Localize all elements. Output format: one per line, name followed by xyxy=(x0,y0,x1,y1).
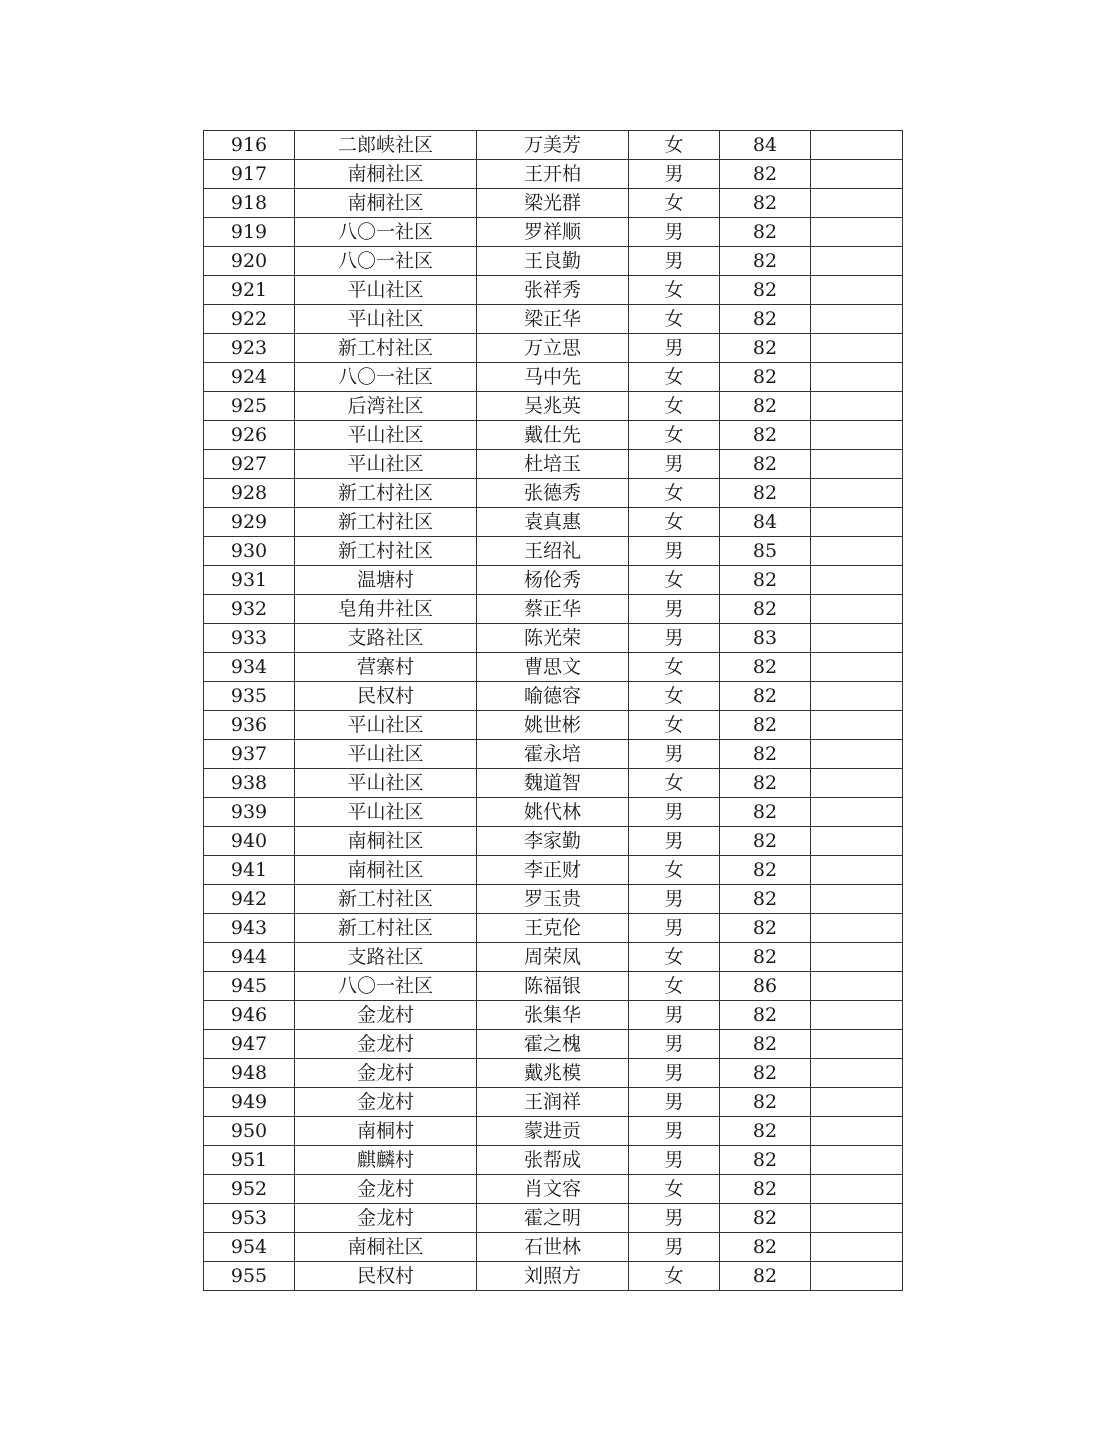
table-row xyxy=(204,305,903,334)
gender-cell: 男 xyxy=(629,1233,720,1262)
serial-number-cell: 947 xyxy=(204,1030,295,1059)
community-cell: 金龙村 xyxy=(295,1204,477,1233)
age-cell: 82 xyxy=(720,450,811,479)
community-cell: 平山社区 xyxy=(295,740,477,769)
age-cell: 82 xyxy=(720,914,811,943)
person-name-cell: 周荣凤 xyxy=(477,943,629,972)
age-cell: 82 xyxy=(720,189,811,218)
table-row xyxy=(204,1262,903,1291)
serial-number-cell: 922 xyxy=(204,305,295,334)
age-cell: 82 xyxy=(720,827,811,856)
table-row xyxy=(204,885,903,914)
remarks-cell xyxy=(811,972,903,1001)
gender-cell: 女 xyxy=(629,363,720,392)
person-name-cell: 曹思文 xyxy=(477,653,629,682)
community-cell: 支路社区 xyxy=(295,943,477,972)
community-cell: 八〇一社区 xyxy=(295,247,477,276)
age-cell: 82 xyxy=(720,334,811,363)
remarks-cell xyxy=(811,247,903,276)
remarks-cell xyxy=(811,1233,903,1262)
remarks-cell xyxy=(811,1059,903,1088)
gender-cell: 男 xyxy=(629,1088,720,1117)
community-cell: 新工村社区 xyxy=(295,885,477,914)
person-name-cell: 李家勤 xyxy=(477,827,629,856)
gender-cell: 男 xyxy=(629,160,720,189)
remarks-cell xyxy=(811,508,903,537)
gender-cell: 女 xyxy=(629,276,720,305)
person-name-cell: 罗祥顺 xyxy=(477,218,629,247)
age-cell: 84 xyxy=(720,508,811,537)
remarks-cell xyxy=(811,363,903,392)
serial-number-cell: 920 xyxy=(204,247,295,276)
table-row xyxy=(204,160,903,189)
community-cell: 新工村社区 xyxy=(295,537,477,566)
person-name-cell: 蔡正华 xyxy=(477,595,629,624)
age-cell: 82 xyxy=(720,247,811,276)
age-cell: 82 xyxy=(720,1204,811,1233)
serial-number-cell: 948 xyxy=(204,1059,295,1088)
serial-number-cell: 946 xyxy=(204,1001,295,1030)
person-name-cell: 梁光群 xyxy=(477,189,629,218)
community-cell: 八〇一社区 xyxy=(295,218,477,247)
person-name-cell: 万美芳 xyxy=(477,131,629,160)
age-cell: 82 xyxy=(720,653,811,682)
serial-number-cell: 936 xyxy=(204,711,295,740)
serial-number-cell: 921 xyxy=(204,276,295,305)
community-cell: 金龙村 xyxy=(295,1175,477,1204)
table-row xyxy=(204,1204,903,1233)
person-name-cell: 肖文容 xyxy=(477,1175,629,1204)
age-cell: 82 xyxy=(720,160,811,189)
table-row xyxy=(204,740,903,769)
community-cell: 八〇一社区 xyxy=(295,363,477,392)
table-row xyxy=(204,189,903,218)
gender-cell: 男 xyxy=(629,537,720,566)
roster-table xyxy=(203,130,903,1291)
community-cell: 平山社区 xyxy=(295,276,477,305)
person-name-cell: 王克伦 xyxy=(477,914,629,943)
person-name-cell: 马中先 xyxy=(477,363,629,392)
table-row xyxy=(204,914,903,943)
person-name-cell: 张德秀 xyxy=(477,479,629,508)
remarks-cell xyxy=(811,1262,903,1291)
remarks-cell xyxy=(811,160,903,189)
serial-number-cell: 944 xyxy=(204,943,295,972)
table-row xyxy=(204,1233,903,1262)
age-cell: 82 xyxy=(720,1175,811,1204)
person-name-cell: 王润祥 xyxy=(477,1088,629,1117)
table-row xyxy=(204,711,903,740)
community-cell: 后湾社区 xyxy=(295,392,477,421)
table-row xyxy=(204,595,903,624)
table-row xyxy=(204,508,903,537)
serial-number-cell: 938 xyxy=(204,769,295,798)
serial-number-cell: 953 xyxy=(204,1204,295,1233)
person-name-cell: 霍之槐 xyxy=(477,1030,629,1059)
community-cell: 民权村 xyxy=(295,1262,477,1291)
age-cell: 82 xyxy=(720,711,811,740)
person-name-cell: 袁真惠 xyxy=(477,508,629,537)
gender-cell: 女 xyxy=(629,972,720,1001)
person-name-cell: 刘照方 xyxy=(477,1262,629,1291)
gender-cell: 男 xyxy=(629,827,720,856)
serial-number-cell: 918 xyxy=(204,189,295,218)
gender-cell: 女 xyxy=(629,479,720,508)
table-row xyxy=(204,218,903,247)
remarks-cell xyxy=(811,711,903,740)
community-cell: 温塘村 xyxy=(295,566,477,595)
table-row xyxy=(204,1175,903,1204)
person-name-cell: 梁正华 xyxy=(477,305,629,334)
gender-cell: 女 xyxy=(629,189,720,218)
serial-number-cell: 937 xyxy=(204,740,295,769)
person-name-cell: 张集华 xyxy=(477,1001,629,1030)
community-cell: 新工村社区 xyxy=(295,479,477,508)
gender-cell: 女 xyxy=(629,421,720,450)
gender-cell: 男 xyxy=(629,914,720,943)
serial-number-cell: 930 xyxy=(204,537,295,566)
age-cell: 82 xyxy=(720,479,811,508)
person-name-cell: 石世林 xyxy=(477,1233,629,1262)
remarks-cell xyxy=(811,653,903,682)
serial-number-cell: 955 xyxy=(204,1262,295,1291)
person-name-cell: 吴兆英 xyxy=(477,392,629,421)
serial-number-cell: 917 xyxy=(204,160,295,189)
age-cell: 82 xyxy=(720,1146,811,1175)
table-row xyxy=(204,537,903,566)
community-cell: 金龙村 xyxy=(295,1088,477,1117)
table-row xyxy=(204,131,903,160)
serial-number-cell: 942 xyxy=(204,885,295,914)
age-cell: 82 xyxy=(720,421,811,450)
age-cell: 82 xyxy=(720,943,811,972)
serial-number-cell: 943 xyxy=(204,914,295,943)
table-row xyxy=(204,1146,903,1175)
table-row xyxy=(204,1059,903,1088)
community-cell: 南桐社区 xyxy=(295,1233,477,1262)
person-name-cell: 杜培玉 xyxy=(477,450,629,479)
remarks-cell xyxy=(811,537,903,566)
table-row xyxy=(204,682,903,711)
serial-number-cell: 925 xyxy=(204,392,295,421)
remarks-cell xyxy=(811,1088,903,1117)
serial-number-cell: 932 xyxy=(204,595,295,624)
community-cell: 南桐社区 xyxy=(295,160,477,189)
gender-cell: 男 xyxy=(629,740,720,769)
table-row xyxy=(204,450,903,479)
remarks-cell xyxy=(811,827,903,856)
gender-cell: 男 xyxy=(629,1146,720,1175)
gender-cell: 男 xyxy=(629,798,720,827)
serial-number-cell: 927 xyxy=(204,450,295,479)
community-cell: 皂角井社区 xyxy=(295,595,477,624)
community-cell: 新工村社区 xyxy=(295,334,477,363)
age-cell: 82 xyxy=(720,856,811,885)
gender-cell: 男 xyxy=(629,1204,720,1233)
table-row xyxy=(204,972,903,1001)
remarks-cell xyxy=(811,856,903,885)
serial-number-cell: 941 xyxy=(204,856,295,885)
person-name-cell: 王绍礼 xyxy=(477,537,629,566)
table-row xyxy=(204,334,903,363)
person-name-cell: 喻德容 xyxy=(477,682,629,711)
community-cell: 金龙村 xyxy=(295,1001,477,1030)
remarks-cell xyxy=(811,1001,903,1030)
person-name-cell: 霍之明 xyxy=(477,1204,629,1233)
remarks-cell xyxy=(811,1146,903,1175)
community-cell: 八〇一社区 xyxy=(295,972,477,1001)
age-cell: 82 xyxy=(720,1059,811,1088)
gender-cell: 女 xyxy=(629,682,720,711)
table-row xyxy=(204,1030,903,1059)
remarks-cell xyxy=(811,276,903,305)
community-cell: 二郎峡社区 xyxy=(295,131,477,160)
community-cell: 南桐社区 xyxy=(295,189,477,218)
community-cell: 支路社区 xyxy=(295,624,477,653)
table-row xyxy=(204,276,903,305)
age-cell: 82 xyxy=(720,798,811,827)
remarks-cell xyxy=(811,914,903,943)
age-cell: 83 xyxy=(720,624,811,653)
remarks-cell xyxy=(811,885,903,914)
remarks-cell xyxy=(811,1204,903,1233)
community-cell: 平山社区 xyxy=(295,305,477,334)
gender-cell: 女 xyxy=(629,566,720,595)
gender-cell: 男 xyxy=(629,885,720,914)
age-cell: 82 xyxy=(720,740,811,769)
serial-number-cell: 924 xyxy=(204,363,295,392)
remarks-cell xyxy=(811,798,903,827)
serial-number-cell: 934 xyxy=(204,653,295,682)
serial-number-cell: 926 xyxy=(204,421,295,450)
community-cell: 平山社区 xyxy=(295,711,477,740)
gender-cell: 男 xyxy=(629,595,720,624)
remarks-cell xyxy=(811,682,903,711)
age-cell: 82 xyxy=(720,392,811,421)
table-row xyxy=(204,856,903,885)
community-cell: 民权村 xyxy=(295,682,477,711)
roster-table-body xyxy=(204,131,903,1291)
community-cell: 麒麟村 xyxy=(295,1146,477,1175)
serial-number-cell: 940 xyxy=(204,827,295,856)
serial-number-cell: 939 xyxy=(204,798,295,827)
age-cell: 82 xyxy=(720,595,811,624)
person-name-cell: 王开柏 xyxy=(477,160,629,189)
table-row xyxy=(204,421,903,450)
gender-cell: 女 xyxy=(629,943,720,972)
age-cell: 82 xyxy=(720,305,811,334)
person-name-cell: 李正财 xyxy=(477,856,629,885)
table-row xyxy=(204,1088,903,1117)
community-cell: 平山社区 xyxy=(295,769,477,798)
community-cell: 金龙村 xyxy=(295,1059,477,1088)
gender-cell: 女 xyxy=(629,711,720,740)
gender-cell: 男 xyxy=(629,1117,720,1146)
serial-number-cell: 949 xyxy=(204,1088,295,1117)
serial-number-cell: 928 xyxy=(204,479,295,508)
remarks-cell xyxy=(811,1175,903,1204)
table-row xyxy=(204,363,903,392)
person-name-cell: 姚世彬 xyxy=(477,711,629,740)
age-cell: 82 xyxy=(720,682,811,711)
age-cell: 82 xyxy=(720,1088,811,1117)
serial-number-cell: 935 xyxy=(204,682,295,711)
person-name-cell: 张祥秀 xyxy=(477,276,629,305)
age-cell: 82 xyxy=(720,1233,811,1262)
gender-cell: 男 xyxy=(629,247,720,276)
person-name-cell: 姚代林 xyxy=(477,798,629,827)
serial-number-cell: 952 xyxy=(204,1175,295,1204)
serial-number-cell: 931 xyxy=(204,566,295,595)
person-name-cell: 戴兆模 xyxy=(477,1059,629,1088)
person-name-cell: 戴仕先 xyxy=(477,421,629,450)
remarks-cell xyxy=(811,334,903,363)
serial-number-cell: 933 xyxy=(204,624,295,653)
table-row xyxy=(204,247,903,276)
community-cell: 南桐社区 xyxy=(295,827,477,856)
remarks-cell xyxy=(811,769,903,798)
table-row xyxy=(204,943,903,972)
table-row xyxy=(204,1117,903,1146)
table-row xyxy=(204,653,903,682)
age-cell: 82 xyxy=(720,885,811,914)
person-name-cell: 魏道智 xyxy=(477,769,629,798)
remarks-cell xyxy=(811,943,903,972)
remarks-cell xyxy=(811,1117,903,1146)
age-cell: 82 xyxy=(720,1117,811,1146)
remarks-cell xyxy=(811,218,903,247)
gender-cell: 女 xyxy=(629,1262,720,1291)
age-cell: 82 xyxy=(720,566,811,595)
serial-number-cell: 950 xyxy=(204,1117,295,1146)
community-cell: 平山社区 xyxy=(295,450,477,479)
age-cell: 82 xyxy=(720,1001,811,1030)
table-row xyxy=(204,479,903,508)
remarks-cell xyxy=(811,392,903,421)
serial-number-cell: 919 xyxy=(204,218,295,247)
remarks-cell xyxy=(811,131,903,160)
age-cell: 82 xyxy=(720,769,811,798)
person-name-cell: 蒙进贡 xyxy=(477,1117,629,1146)
table-row xyxy=(204,798,903,827)
serial-number-cell: 929 xyxy=(204,508,295,537)
remarks-cell xyxy=(811,740,903,769)
gender-cell: 男 xyxy=(629,218,720,247)
remarks-cell xyxy=(811,1030,903,1059)
person-name-cell: 霍永培 xyxy=(477,740,629,769)
community-cell: 平山社区 xyxy=(295,798,477,827)
person-name-cell: 陈光荣 xyxy=(477,624,629,653)
gender-cell: 女 xyxy=(629,392,720,421)
serial-number-cell: 951 xyxy=(204,1146,295,1175)
person-name-cell: 罗玉贵 xyxy=(477,885,629,914)
gender-cell: 男 xyxy=(629,334,720,363)
serial-number-cell: 954 xyxy=(204,1233,295,1262)
gender-cell: 女 xyxy=(629,856,720,885)
gender-cell: 男 xyxy=(629,1001,720,1030)
person-name-cell: 杨伦秀 xyxy=(477,566,629,595)
remarks-cell xyxy=(811,624,903,653)
gender-cell: 女 xyxy=(629,131,720,160)
gender-cell: 男 xyxy=(629,1059,720,1088)
community-cell: 平山社区 xyxy=(295,421,477,450)
serial-number-cell: 923 xyxy=(204,334,295,363)
remarks-cell xyxy=(811,189,903,218)
gender-cell: 男 xyxy=(629,624,720,653)
gender-cell: 男 xyxy=(629,450,720,479)
community-cell: 新工村社区 xyxy=(295,508,477,537)
age-cell: 82 xyxy=(720,1262,811,1291)
serial-number-cell: 945 xyxy=(204,972,295,1001)
table-row xyxy=(204,392,903,421)
age-cell: 82 xyxy=(720,1030,811,1059)
table-row xyxy=(204,566,903,595)
remarks-cell xyxy=(811,479,903,508)
community-cell: 营寨村 xyxy=(295,653,477,682)
remarks-cell xyxy=(811,566,903,595)
gender-cell: 女 xyxy=(629,1175,720,1204)
age-cell: 82 xyxy=(720,276,811,305)
gender-cell: 女 xyxy=(629,769,720,798)
serial-number-cell: 916 xyxy=(204,131,295,160)
age-cell: 86 xyxy=(720,972,811,1001)
table-row xyxy=(204,769,903,798)
person-name-cell: 张帮成 xyxy=(477,1146,629,1175)
gender-cell: 女 xyxy=(629,508,720,537)
remarks-cell xyxy=(811,305,903,334)
community-cell: 金龙村 xyxy=(295,1030,477,1059)
age-cell: 82 xyxy=(720,363,811,392)
community-cell: 新工村社区 xyxy=(295,914,477,943)
table-row xyxy=(204,624,903,653)
person-name-cell: 王良勤 xyxy=(477,247,629,276)
age-cell: 84 xyxy=(720,131,811,160)
gender-cell: 女 xyxy=(629,653,720,682)
community-cell: 南桐社区 xyxy=(295,856,477,885)
remarks-cell xyxy=(811,421,903,450)
table-row xyxy=(204,827,903,856)
person-name-cell: 陈福银 xyxy=(477,972,629,1001)
person-name-cell: 万立思 xyxy=(477,334,629,363)
age-cell: 85 xyxy=(720,537,811,566)
gender-cell: 男 xyxy=(629,1030,720,1059)
community-cell: 南桐村 xyxy=(295,1117,477,1146)
table-row xyxy=(204,1001,903,1030)
remarks-cell xyxy=(811,595,903,624)
gender-cell: 女 xyxy=(629,305,720,334)
age-cell: 82 xyxy=(720,218,811,247)
remarks-cell xyxy=(811,450,903,479)
